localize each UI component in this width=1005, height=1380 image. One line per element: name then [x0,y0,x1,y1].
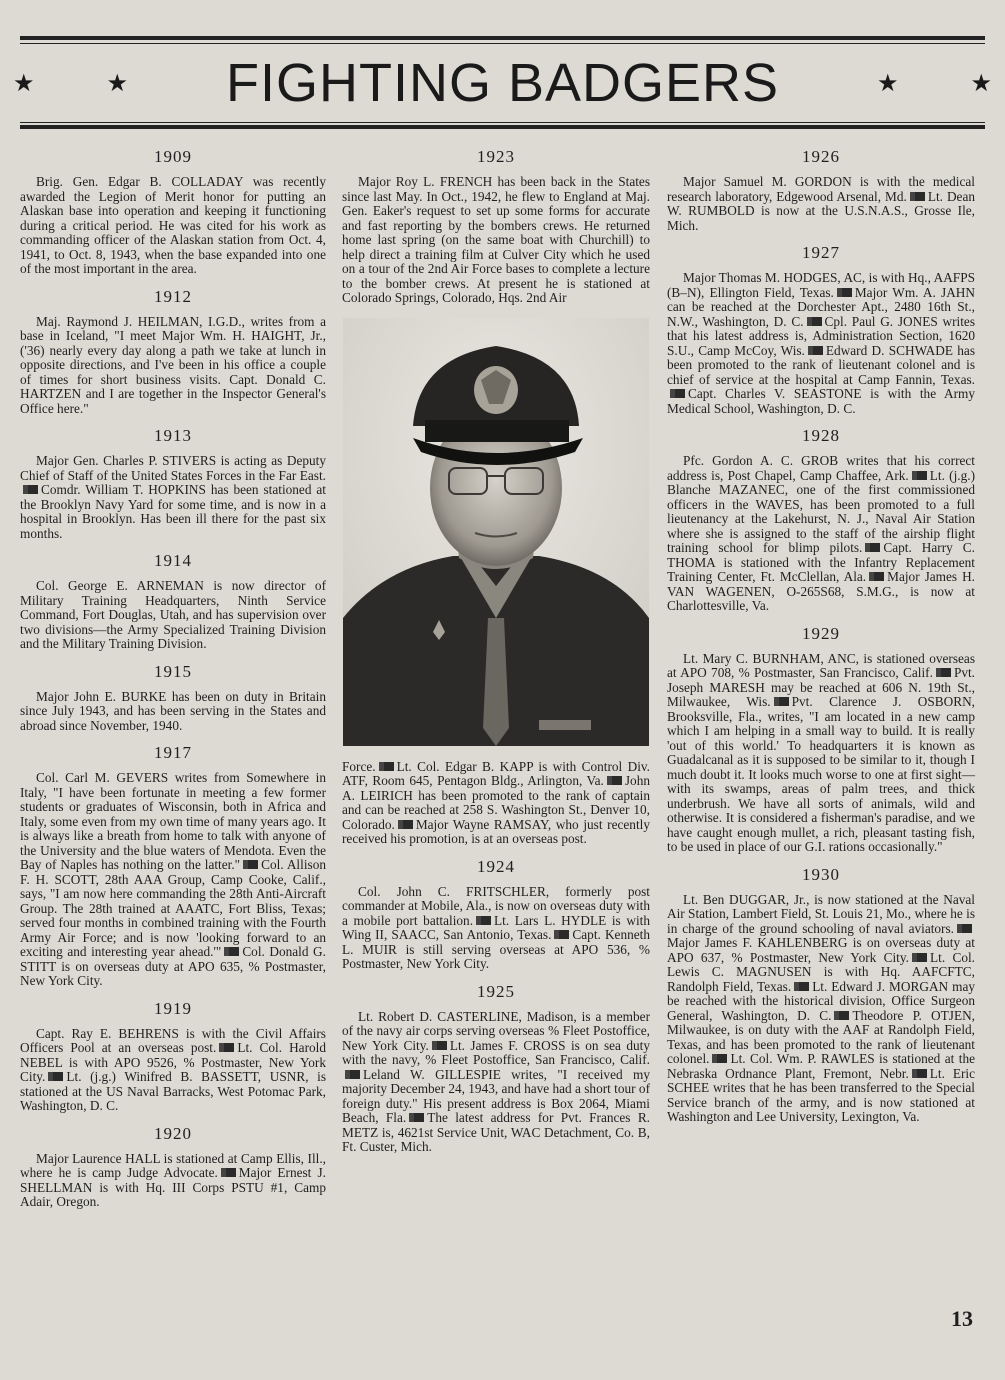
class-year-heading: 1923 [477,147,515,166]
note-text: Col. Donald G. STITT is on overseas duty at APO 635, % Postmaster, New York City. [20,944,326,988]
note-text: Lt. Col. Harold NEBEL is with APO 9526, % Postmaster, New York City. [20,1040,327,1084]
note-text: Major Thomas M. HODGES, AC, is with Hq., AAFPS (B–N), Ellington Field, Texas. [667,270,975,300]
flag-icon [432,1041,447,1050]
note-text: Capt. Kenneth L. MUIR is still serving overseas at APO 536, % Postmaster, New York City. [342,927,650,971]
note-text: Lt. Dean W. RUMBOLD is now at the U.S.N.A.S., Grosse Ile, Mich. [667,188,975,233]
class-year-heading: 1913 [154,426,192,445]
flag-icon [808,346,823,355]
flag-icon [774,697,789,706]
flag-icon [936,668,951,677]
note-text: Lt. James F. CROSS is on sea duty with the navy, % Fleet Postoffice, San Francisco, Calif. [342,1037,650,1067]
photo-figure [342,318,650,746]
star-icon: ★ [970,69,993,97]
class-note-paragraph [20,1152,326,1210]
note-text: Lt. Robert D. CASTERLINE, Madison, is a member of the navy air corps serving overseas % Fleet Postoffice, New York City. [342,1008,650,1053]
column-center [342,143,650,1155]
class-year-heading: 1909 [154,147,192,166]
flag-icon [869,572,884,581]
flag-icon [476,916,491,925]
class-year-heading: 1917 [154,743,192,762]
class-year-heading: 1915 [154,661,192,681]
class-note-paragraph [667,652,975,855]
note-text: Capt. Harry C. THOMA is stationed with the Infantry Replacement Training Center, Ft. McClellan, Ala. [667,540,975,584]
star-icon: ★ [106,69,128,97]
note-text: Major Laurence HALL is stationed at Camp Ellis, Ill., where he is camp Judge Advocate. [20,1150,326,1180]
header-rule-top-thick [20,36,985,40]
class-note-paragraph [667,454,975,614]
note-text: Lt. Eric SCHEE writes that he has been transferred to the Special Service branch of the army, and is now stationed at Washington and Lee University, Lexington, Va. [667,1065,975,1124]
class-note-paragraph: Major John E. BURKE has been on duty in Britain since July 1943, and has been serving in the States and abroad since November, 1940. [20,688,326,733]
class-year-heading: 1925 [477,981,515,1001]
note-text: Col. Carl M. GEVERS writes from Somewhere in Italy, "I have been fortunate in meeting a few former students or graduates of Wisconsin, both in Africa and Italy, some even from my own time of many years ago. It is always like a breath from home to talk with anyone of the University and the blue waters of Mendota. Even the Bay of Naples has nothing on the latter." [20,770,326,872]
note-text: Major Samuel M. GORDON is with the medical research laboratory, Edgewood Arsenal, Md. [667,174,975,204]
flag-icon [554,930,569,939]
header-rule-bottom-thin [20,122,985,123]
flag-icon [48,1072,63,1081]
note-text: Force. [342,758,376,774]
note-text: Capt. Charles V. SEASTONE is with the Army Medical School, Washington, D. C. [667,386,975,416]
class-year-heading: 1924 [477,856,515,876]
class-note-paragraph [667,175,975,233]
note-text: Lt. Ben DUGGAR, Jr., is now stationed at the Naval Air Station, Lambert Field, St. Louis 21, Mo., where he is in charge of the ground schooling of naval aviators. [667,891,976,936]
flag-icon [912,953,927,962]
class-year-heading: 1928 [802,426,840,445]
class-note-paragraph [20,454,326,541]
note-text: Major Gen. Charles P. STIVERS is acting as Deputy Chief of Staff of the United States Forces in the Far East. [20,453,326,483]
note-text: Lt. (j.g.) Blanche MAZANEC, one of the first commissioned officers in the WAVES, has been promoted to a full lieutenancy at the Lakehurst, N. J., Naval Air Station where she is assigned to the staff of the airship flight training school for blimp pilots. [667,467,975,555]
note-text: Edward D. SCHWADE has been promoted to the rank of lieutenant colonel and is chief of service at the hospital at Camp Fannin, Texas. [667,342,975,387]
note-text: Col. Allison F. H. SCOTT, 28th AAA Group, Camp Cooke, Calif., says, "I am now here commanding the 28th Anti-Aircraft Group. The 28th trained at AAATC, Fort Bliss, Texas; served four months in combined training with the Fourth Army Air Force; and is now 'looking forward to an exciting and interesting year ahead.'" [20,857,326,959]
class-year-heading: 1919 [154,998,192,1018]
class-year-heading: 1929 [802,623,840,643]
class-year-heading: 1927 [802,243,840,262]
note-text: Major Wm. A. JAHN can be reached at the Dorchester Apt., 2480 16th St., N.W., Washington, D. C. [667,284,975,329]
class-year-heading: 1914 [154,551,192,570]
header-rule-top-thin [20,43,985,44]
class-note-paragraph [342,885,650,972]
note-text: Lt. Edward J. MORGAN may be reached with the historical division, Office Surgeon General, Washington, D. C. [667,978,975,1023]
flag-icon [409,1113,424,1122]
column-right [667,143,975,1125]
page-title: FIGHTING BADGERS [225,53,780,113]
flag-icon [398,820,413,829]
class-year-heading: 1930 [802,864,840,884]
flag-icon [670,389,685,398]
flag-icon [837,288,852,297]
star-icon: ★ [877,69,899,97]
note-text: Lt. Lars L. HYDLE is with Wing II, SAACC, San Antonio, Texas. [342,912,650,942]
flag-icon [243,860,258,869]
flag-icon [794,982,809,991]
flag-icon [865,543,880,552]
class-note-paragraph: Col. George E. ARNEMAN is now director of Military Training Headquarters, Ninth Service Command, Fort Douglas, Utah, and has supervision over two divisions—the Army Specialized Training Division and the Military Training Division. [20,578,326,651]
class-year-heading: 1912 [154,286,192,306]
class-note-paragraph [20,771,326,989]
flag-icon [23,485,38,494]
flag-icon [345,1070,360,1079]
note-text: Lt. Col. Wm. P. RAWLES is stationed at the Nebraska Ordnance Plant, Fremont, Nebr. [667,1051,975,1081]
flag-icon [379,762,394,771]
note-text: Capt. Ray E. BEHRENS is with the Civil Affairs Officers Pool at an overseas post. [20,1025,326,1055]
class-note-paragraph [667,893,975,1125]
flag-icon [224,947,239,956]
note-text: Major Wayne RAMSAY, who just recently received his promotion, is at an overseas post. [342,816,650,846]
note-text: Lt. (j.g.) Winifred B. BASSETT, USNR, is stationed at the US Naval Barracks, West Potomac Park, Washington, D. C. [20,1069,326,1113]
note-text: Comdr. William T. HOPKINS has been stationed at the Brooklyn Navy Yard for some time, and is now in a hospital in Brooklyn. Has been ill there for the past six months. [20,482,326,541]
class-year-heading: 1926 [802,147,840,166]
flag-icon [807,317,822,326]
note-text: Pvt. Clarence J. OSBORN, Brooksville, Fla., writes, "I am located in a new camp which I am helping in a small way to build. It is really 'out of this world.' To headquarters it is known as Guadalcanal as it is supposed to be similar to it, though I much doubt it. It looks much worse to one at first sight—with its swamps, areas of palm trees, and thick underbrush. We have all sorts of animals, wild and otherwise. It is considered a fisherman's paradise, and we have caught enough mullet, a rich, pleasant tasting fish, to be used in place of our G.I. rations occasionally." [667,694,976,854]
flag-icon [910,192,925,201]
header-rule-bottom-thick [20,125,985,129]
class-note-paragraph: Major Roy L. FRENCH has been back in the States since last May. In Oct., 1942, he flew to England at Maj. Gen. Eaker's request to set up some forms for accurate and fast reporting by the bombers crews. He returned home last spring (on the same boat with Churchill) to help direct a training film at Culver City which he used on a tour of the 2nd Air Force bases to complete a lecture to the bomber crews. At present he is stationed at Colorado Springs, Colorado, Hqs. 2nd Air [342,174,650,305]
flag-icon [912,1069,927,1078]
note-text: Col. John C. FRITSCHLER, formerly post commander at Mobile, Ala., is now on overseas duty with a mobile port battalion. [342,883,650,928]
flag-icon [221,1168,236,1177]
class-note-paragraph [342,1010,650,1155]
note-text: Cpl. Paul G. JONES writes that his latest address is, Administration Section, 1620 S.U., Camp McCoy, Wis. [667,313,975,358]
class-note-paragraph: Maj. Raymond J. HEILMAN, I.G.D., writes from a base in Iceland, "I meet Major Wm. H. HAIGHT, Jr., ('36) nearly every day along a path we take at lunch in opposite directions, and I've been in his office a couple of times for short business visits. Capt. Donald C. HARTZEN and I are together in the Inspector General's Office here." [20,313,326,416]
note-text: Major Ernest J. SHELLMAN is with Hq. III Corps PSTU #1, Camp Adair, Oregon. [20,1165,326,1209]
note-text: Leland W. GILLESPIE writes, "I received my majority December 24, 1943, and have had a short tour of foreign duty." His present address is Box 2064, Miami Beach, Fla. [342,1066,650,1125]
flag-icon [912,471,927,480]
note-text: Pfc. Gordon A. C. GROB writes that his correct address is, Post Chapel, Camp Chaffee, Ark. [667,453,975,483]
column-left [20,143,326,1210]
page-number: 13 [951,1306,973,1331]
note-text: Lt. Mary C. BURNHAM, ANC, is stationed overseas at APO 708, % Postmaster, San Francisco, Calif. [667,650,975,680]
flag-icon [712,1054,727,1063]
note-text: Major James H. VAN WAGENEN, O-265S68, S.M.G., is now at Charlottesville, Va. [667,569,975,613]
class-note-paragraph [20,1027,326,1114]
star-icon: ★ [12,69,35,97]
masthead [12,48,993,118]
class-note-paragraph [667,271,975,416]
class-note-paragraph [342,760,650,847]
flag-icon [607,776,622,785]
note-text: Theodore P. OTJEN, Milwaukee, is on duty with the AAF at Randolph Field, Texas, and has been promoted to the rank of lieutenant colonel. [667,1007,975,1066]
flag-icon [219,1043,234,1052]
note-text: Major James F. KAHLENBERG is on overseas duty at APO 637, % Postmaster, New York City. [667,935,975,965]
note-text: Pvt. Joseph MARESH may be reached at 606 N. 19th St., Milwaukee, Wis. [667,665,975,709]
note-text: Lt. Col. Lewis C. MAGNUSEN is with Hq. AAFCFTC, Randolph Field, Texas. [667,949,975,994]
note-text: John A. LEIRICH has been promoted to the rank of captain and can be reached at 258 S. Washington St., Denver 10, Colorado. [342,773,650,832]
class-note-paragraph: Brig. Gen. Edgar B. COLLADAY was recently awarded the Legion of Merit honor for putting an Alaskan base into operation and keeping it functioning during a critical period. He was cited for his work as commanding officer of the Alaskan station from Oct. 4, 1941, to Oct. 8, 1943, when the base expanded into one of the most important in the area. [20,174,326,276]
class-year-heading: 1920 [154,1123,192,1143]
note-text: Lt. Col. Edgar B. KAPP is with Control Div. ATF, Room 645, Pentagon Bldg., Arlington, Va. [342,758,650,788]
flag-icon [834,1011,849,1020]
note-text: The latest address for Pvt. Frances R. METZ is, 4621st Service Unit, WAC Detachment, Co. B, Ft. Custer, Mich. [342,1110,651,1154]
portrait-photo [343,318,649,746]
flag-icon [957,924,972,933]
